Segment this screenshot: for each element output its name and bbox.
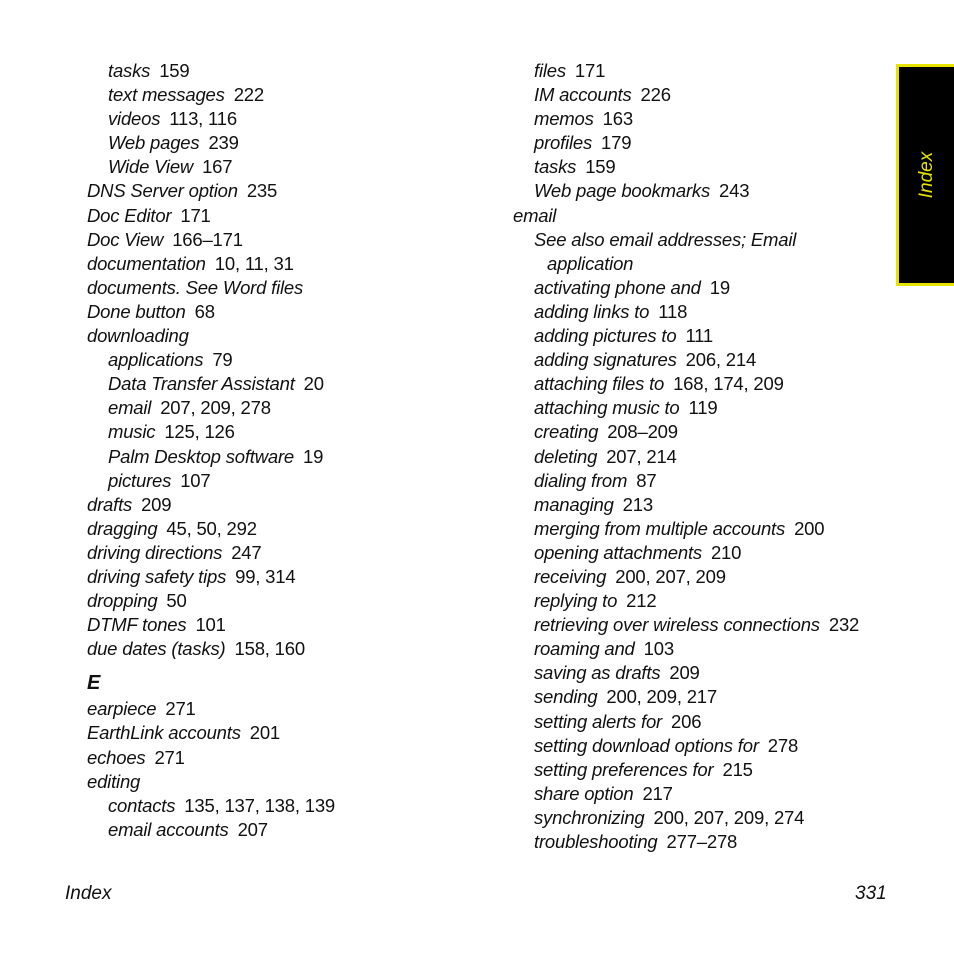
index-term: music — [108, 421, 156, 443]
index-entry — [87, 59, 487, 83]
index-term: due dates (tasks) — [87, 638, 226, 660]
index-entry — [513, 107, 893, 131]
index-entry — [513, 469, 893, 493]
index-entry — [87, 107, 487, 131]
index-term: echoes — [87, 746, 146, 768]
index-entry — [87, 818, 487, 842]
index-entry — [87, 372, 487, 396]
page-references[interactable]: 159 — [585, 156, 616, 178]
page-references[interactable]: 101 — [195, 614, 226, 636]
index-column-left — [87, 59, 487, 842]
index-entry — [87, 324, 487, 348]
index-entry — [87, 179, 487, 203]
index-term: documentation — [87, 252, 206, 274]
index-term: attaching files to — [534, 373, 665, 395]
index-entry — [513, 131, 893, 155]
index-entry — [87, 204, 487, 228]
index-term: sending — [534, 686, 598, 708]
page-references[interactable]: 171 — [180, 204, 211, 226]
page-references[interactable]: 163 — [602, 108, 633, 130]
index-term: email accounts — [108, 818, 229, 840]
page-references[interactable]: 206, 214 — [685, 349, 757, 371]
index-entry — [87, 565, 487, 589]
index-entry — [87, 276, 487, 300]
page-references[interactable]: 206 — [671, 710, 702, 732]
page-references[interactable]: 167 — [202, 156, 233, 178]
index-entry — [87, 445, 487, 469]
index-entry — [87, 589, 487, 613]
index-entry — [87, 721, 487, 745]
footer-section-title: Index — [65, 883, 112, 904]
page-references[interactable]: 200, 207, 209, 274 — [653, 806, 805, 828]
index-entry — [513, 541, 893, 565]
index-term: adding pictures to — [534, 325, 677, 347]
page-references[interactable]: 207 — [237, 818, 268, 840]
index-term: email — [108, 397, 152, 419]
index-term: troubleshooting — [534, 831, 658, 852]
index-term: deleting — [534, 445, 598, 467]
index-entry — [87, 770, 487, 794]
index-entry — [513, 613, 893, 637]
index-entry — [87, 228, 487, 252]
index-term: merging from multiple accounts — [534, 517, 786, 539]
page-references[interactable]: 87 — [636, 469, 657, 491]
page-references[interactable]: 210 — [710, 541, 742, 563]
index-term: setting alerts for — [534, 710, 663, 732]
index-term: Wide View — [108, 156, 194, 178]
index-entry — [513, 637, 893, 661]
index-entry — [513, 493, 893, 517]
index-entry — [513, 252, 893, 276]
index-term: dialing from — [534, 469, 628, 491]
index-term: share option — [534, 782, 634, 804]
index-term: activating phone and — [534, 276, 701, 298]
index-term: See also email addresses; Email — [534, 228, 797, 250]
index-entry — [513, 204, 893, 228]
index-term: videos — [108, 108, 161, 130]
index-term: files — [534, 60, 566, 81]
page-references[interactable]: 20 — [303, 373, 324, 395]
index-term: documents. See Word files — [87, 276, 304, 298]
index-term: Data Transfer Assistant — [108, 373, 295, 395]
page-references[interactable]: 212 — [626, 590, 657, 612]
index-term: setting download options for — [534, 734, 759, 756]
index-term: IM accounts — [534, 84, 632, 106]
page-references[interactable]: 159 — [159, 60, 190, 81]
page-references[interactable]: 111 — [685, 325, 713, 347]
index-term: DNS Server option — [87, 180, 238, 202]
index-term: Web page bookmarks — [534, 180, 711, 202]
index-entry — [513, 734, 893, 758]
page-references[interactable]: 79 — [212, 349, 233, 371]
page-references[interactable]: 103 — [643, 638, 674, 660]
index-term: Done button — [87, 300, 186, 322]
index-entry — [87, 794, 487, 818]
page-references[interactable]: 125, 126 — [164, 421, 235, 443]
index-term: contacts — [108, 794, 176, 816]
page-references[interactable]: 277–278 — [666, 831, 738, 852]
index-term: roaming and — [534, 638, 635, 660]
index-entry — [513, 806, 893, 830]
page-references[interactable]: 45, 50, 292 — [166, 517, 257, 539]
index-entry — [513, 155, 893, 179]
page-references[interactable]: 119 — [688, 397, 718, 419]
footer-page-number: 331 — [855, 883, 887, 904]
page-references[interactable]: 207, 209, 278 — [160, 397, 271, 419]
thumb-tab-label: Index — [915, 151, 937, 199]
page-references[interactable]: 215 — [722, 758, 753, 780]
page-references[interactable]: 271 — [154, 746, 185, 768]
page-references[interactable]: 217 — [642, 782, 673, 804]
index-thumb-tab[interactable] — [896, 64, 954, 286]
index-entry — [87, 83, 487, 107]
page-references[interactable]: 235 — [246, 180, 278, 202]
index-term: opening attachments — [534, 541, 702, 563]
page-references[interactable]: 201 — [249, 722, 281, 744]
page-references[interactable]: 135, 137, 138, 139 — [184, 794, 336, 816]
page-references[interactable]: 200 — [794, 517, 825, 539]
index-entry — [513, 710, 893, 734]
index-entry — [87, 300, 487, 324]
index-entry — [87, 613, 487, 637]
index-entry — [87, 131, 487, 155]
page-references[interactable]: 278 — [767, 734, 799, 756]
index-term: driving directions — [87, 541, 223, 563]
index-term: dropping — [87, 590, 158, 612]
page-references[interactable]: 113, 116 — [169, 108, 237, 130]
page-references[interactable]: 243 — [719, 180, 750, 202]
index-term: Doc View — [87, 228, 164, 250]
index-entry — [87, 746, 487, 770]
index-entry — [87, 252, 487, 276]
index-entry — [513, 758, 893, 782]
page-references[interactable]: 168, 174, 209 — [673, 373, 784, 395]
index-term: downloading — [87, 325, 189, 347]
index-term: applications — [108, 349, 204, 371]
index-term: creating — [534, 421, 599, 443]
index-entry — [513, 396, 893, 420]
page-references[interactable]: 68 — [194, 300, 215, 322]
index-entry — [87, 348, 487, 372]
page-references[interactable]: 271 — [165, 698, 196, 720]
page-references[interactable]: 50 — [166, 590, 187, 612]
page-references[interactable]: 99, 314 — [235, 565, 296, 587]
page-references[interactable]: 19 — [303, 445, 324, 467]
page-references[interactable]: 200, 207, 209 — [615, 565, 726, 587]
page-references[interactable]: 222 — [233, 84, 264, 106]
page-references[interactable]: 10, 11, 31 — [214, 252, 294, 274]
index-term: tasks — [534, 156, 577, 178]
index-term: adding signatures — [534, 349, 677, 371]
index-term: dragging — [87, 517, 158, 539]
index-term: application — [547, 252, 634, 274]
index-term: email — [513, 204, 557, 226]
index-entry — [87, 697, 487, 721]
page-references[interactable]: 209 — [141, 493, 172, 515]
index-term: Web pages — [108, 132, 200, 154]
index-term: retrieving over wireless connections — [534, 614, 820, 636]
index-entry — [87, 396, 487, 420]
index-entry — [513, 324, 893, 348]
page-references[interactable]: 209 — [669, 662, 700, 684]
index-entry — [87, 155, 487, 179]
index-entry — [513, 228, 893, 252]
index-term: pictures — [108, 469, 172, 491]
index-entry — [513, 420, 893, 444]
index-entry — [513, 348, 893, 372]
index-term: attaching music to — [534, 397, 680, 419]
index-entry — [513, 782, 893, 806]
index-entry — [513, 589, 893, 613]
page-references[interactable]: 19 — [709, 276, 730, 298]
index-entry — [513, 59, 893, 83]
index-term: Palm Desktop software — [108, 445, 295, 467]
index-entry — [513, 517, 893, 541]
index-entry — [513, 565, 893, 589]
index-term: adding links to — [534, 300, 650, 322]
page-references[interactable]: 118 — [658, 300, 688, 322]
index-term: receiving — [534, 565, 607, 587]
index-term: drafts — [87, 493, 133, 515]
index-term: text messages — [108, 84, 225, 106]
page-references[interactable]: 239 — [208, 132, 239, 154]
page-references[interactable]: 247 — [231, 541, 262, 563]
index-entry — [87, 517, 487, 541]
index-entry — [513, 445, 893, 469]
index-term: managing — [534, 493, 614, 515]
index-entry — [87, 637, 487, 661]
index-term: memos — [534, 108, 594, 130]
index-entry — [87, 469, 487, 493]
index-entry — [87, 541, 487, 565]
index-term: synchronizing — [534, 806, 645, 828]
page-references[interactable]: 232 — [828, 614, 860, 636]
index-entry — [513, 830, 893, 854]
page-references[interactable]: 200, 209, 217 — [606, 686, 717, 708]
index-term: saving as drafts — [534, 662, 661, 684]
index-entry — [513, 179, 893, 203]
index-term: DTMF tones — [87, 614, 187, 636]
index-entry — [513, 300, 893, 324]
page-references[interactable]: 179 — [601, 132, 632, 154]
page-references[interactable]: 107 — [180, 469, 211, 491]
index-entry — [513, 685, 893, 709]
index-entry — [513, 372, 893, 396]
page-references[interactable]: 166–171 — [172, 228, 243, 250]
index-term: setting preferences for — [534, 758, 714, 780]
index-entry — [513, 276, 893, 300]
index-entry — [87, 420, 487, 444]
index-term: EarthLink accounts — [87, 722, 241, 744]
index-term: tasks — [108, 60, 151, 81]
index-term: replying to — [534, 590, 618, 612]
page-references[interactable]: 213 — [622, 493, 653, 515]
index-term: profiles — [534, 132, 593, 154]
index-entry — [513, 83, 893, 107]
index-term: earpiece — [87, 698, 157, 720]
page-references[interactable]: 208–209 — [607, 421, 678, 443]
index-term: Doc Editor — [87, 204, 172, 226]
section-letter: E — [87, 672, 101, 695]
index-term: driving safety tips — [87, 565, 227, 587]
index-entry — [513, 661, 893, 685]
page-references[interactable]: 158, 160 — [234, 638, 305, 660]
page-references[interactable]: 226 — [640, 84, 671, 106]
index-term: editing — [87, 770, 141, 792]
page-references[interactable]: 171 — [574, 60, 606, 81]
index-entry — [87, 493, 487, 517]
page-references[interactable]: 207, 214 — [606, 445, 677, 467]
index-column-right — [513, 59, 893, 854]
